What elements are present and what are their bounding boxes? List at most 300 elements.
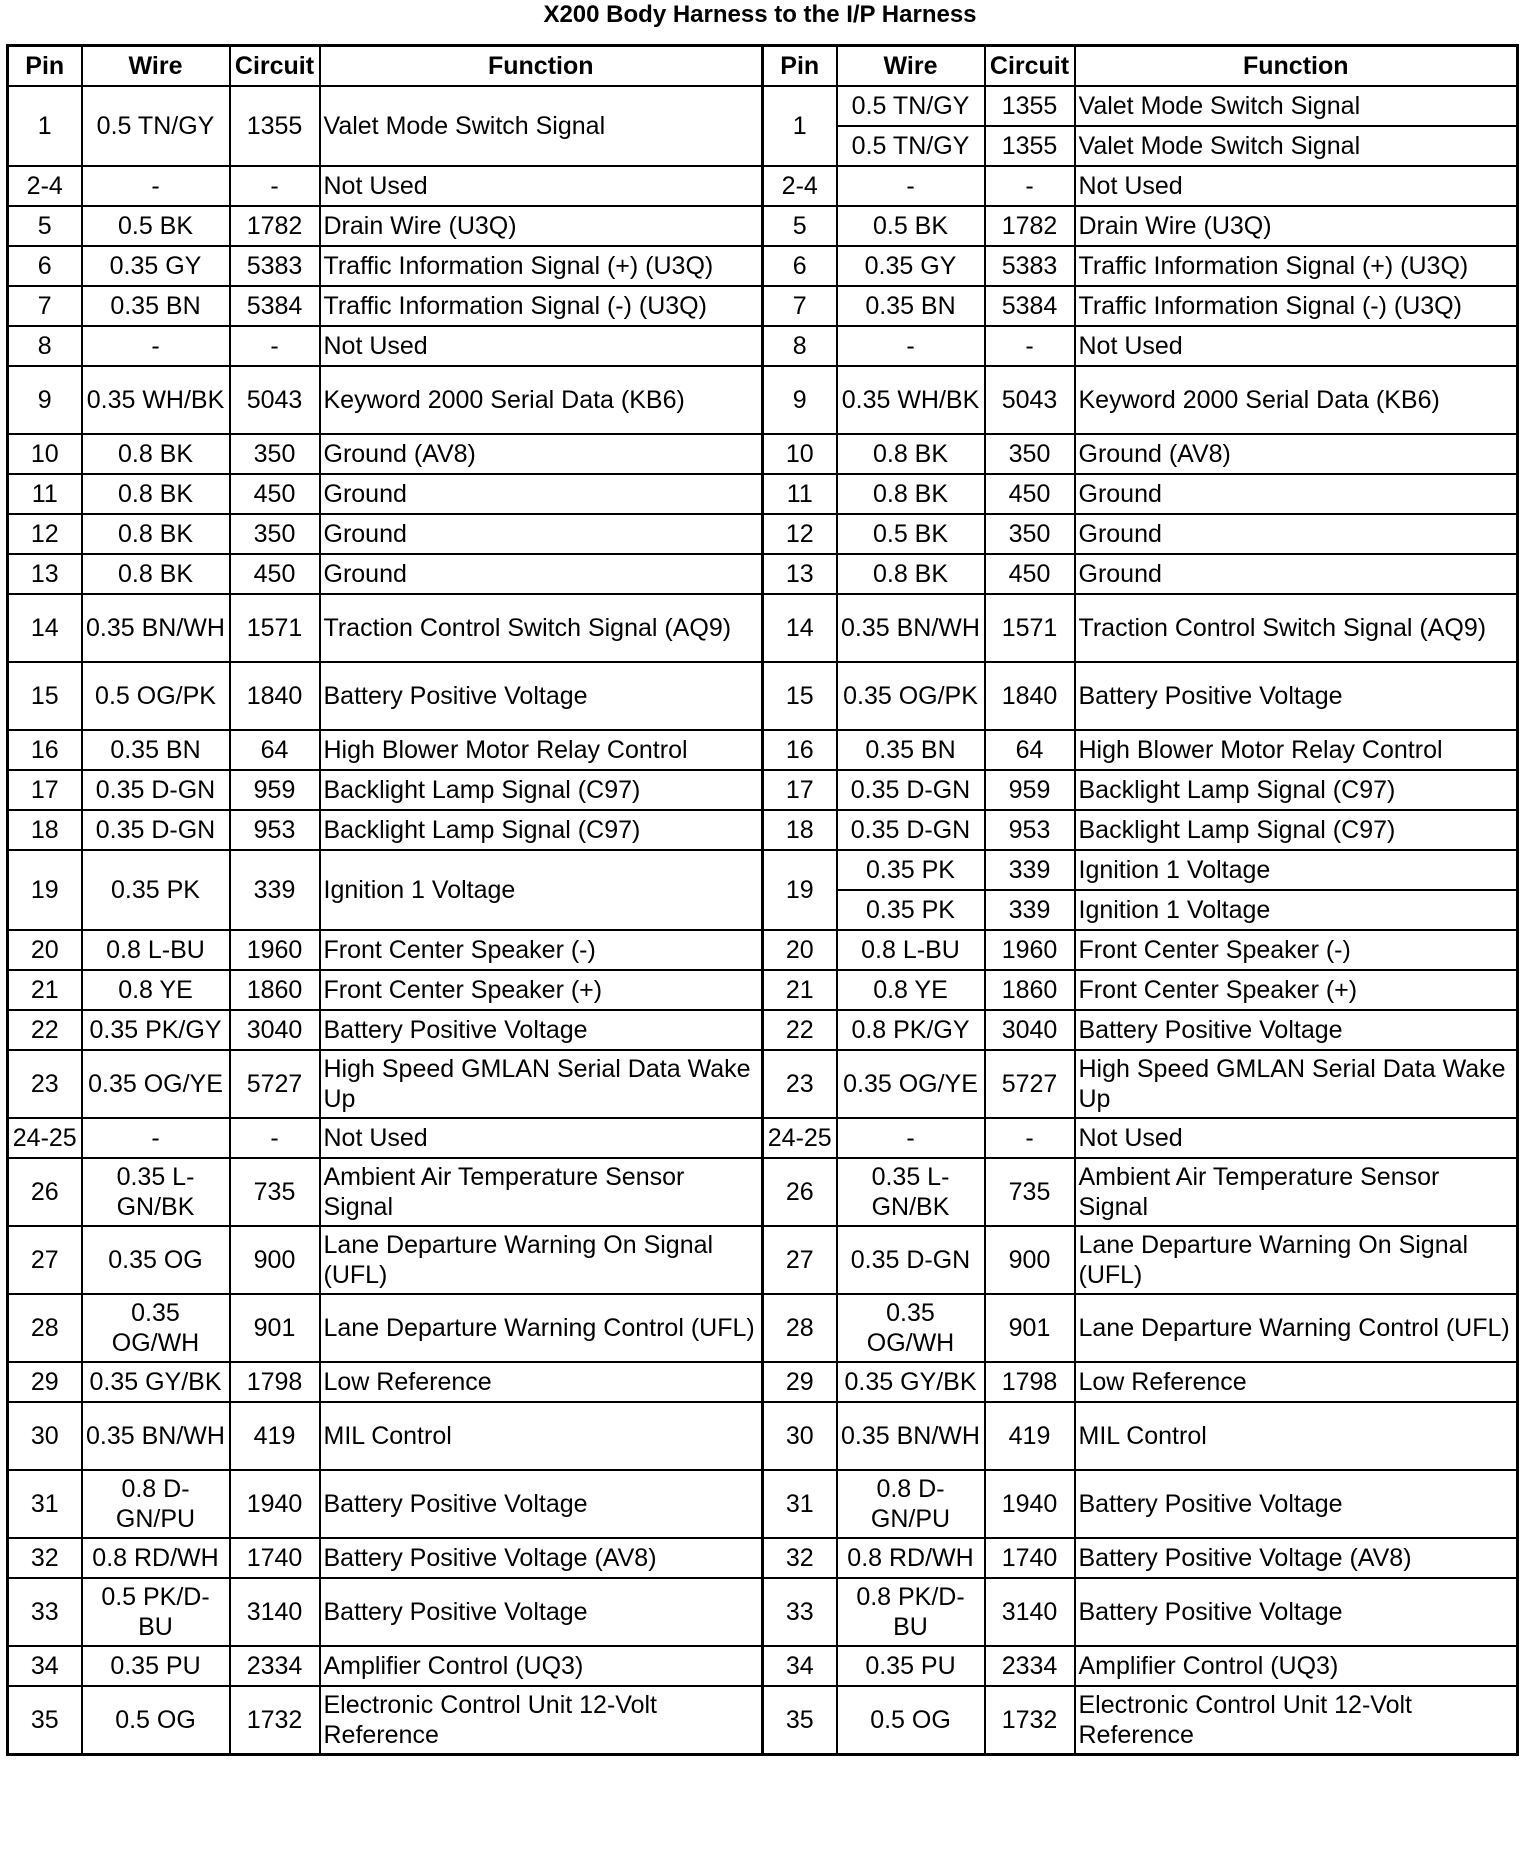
left-function-cell: Ground [320,554,763,594]
left-circuit-cell: 735 [230,1158,320,1226]
left-pin-cell: 32 [8,1538,82,1578]
right-function-cell: Front Center Speaker (-) [1075,930,1518,970]
right-function-cell: Not Used [1075,1118,1518,1158]
left-wire-cell: 0.35 BN [82,286,230,326]
left-function-cell: Ignition 1 Voltage [320,850,763,930]
right-circuit-cell: 1860 [985,970,1075,1010]
left-circuit-cell: 350 [230,434,320,474]
right-function-cell: Lane Departure Warning On Signal (UFL) [1075,1226,1518,1294]
right-circuit-cell: 450 [985,554,1075,594]
right-circuit-cell: 350 [985,434,1075,474]
right-pin-cell: 32 [763,1538,837,1578]
table-row [8,1646,1518,1686]
left-function-cell: Traffic Information Signal (-) (U3Q) [320,286,763,326]
right-circuit-cell: 3040 [985,1010,1075,1050]
left-function-cell: Battery Positive Voltage [320,662,763,730]
left-circuit-cell: 1740 [230,1538,320,1578]
left-circuit-cell: 1840 [230,662,320,730]
left-function-cell: MIL Control [320,1402,763,1470]
right-wire-cell: 0.8 PK/GY [837,1010,985,1050]
table-row [8,554,1518,594]
right-circuit-cell: 1355 [985,126,1075,166]
right-circuit-cell: 953 [985,810,1075,850]
table-row [8,166,1518,206]
right-circuit-cell: 419 [985,1402,1075,1470]
left-pin-cell: 12 [8,514,82,554]
right-pin-cell: 27 [763,1226,837,1294]
right-circuit-cell: 5727 [985,1050,1075,1118]
right-circuit-cell: 959 [985,770,1075,810]
left-function-cell: Electronic Control Unit 12-Volt Reference [320,1686,763,1755]
left-pin-cell: 11 [8,474,82,514]
left-pin-cell: 34 [8,1646,82,1686]
left-function-cell: Backlight Lamp Signal (C97) [320,810,763,850]
header-pin-right: Pin [763,46,837,87]
table-row [8,1294,1518,1362]
right-pin-cell: 9 [763,366,837,434]
left-function-cell: Ground [320,474,763,514]
right-pin-cell: 13 [763,554,837,594]
right-circuit-cell: 900 [985,1226,1075,1294]
left-wire-cell: 0.35 PK/GY [82,1010,230,1050]
right-wire-cell: 0.35 GY/BK [837,1362,985,1402]
left-wire-cell: 0.35 OG [82,1226,230,1294]
table-row [8,810,1518,850]
left-pin-cell: 17 [8,770,82,810]
left-circuit-cell: 900 [230,1226,320,1294]
left-pin-cell: 35 [8,1686,82,1755]
header-function-left: Function [320,46,763,87]
right-pin-cell: 7 [763,286,837,326]
left-circuit-cell: 1940 [230,1470,320,1538]
right-pin-cell: 33 [763,1578,837,1646]
left-wire-cell: 0.5 OG/PK [82,662,230,730]
right-function-cell: Ignition 1 Voltage [1075,850,1518,890]
left-pin-cell: 19 [8,850,82,930]
right-circuit-cell: 339 [985,890,1075,930]
left-wire-cell: 0.8 BK [82,434,230,474]
left-function-cell: Ground [320,514,763,554]
table-row [8,970,1518,1010]
right-wire-cell: 0.35 BN/WH [837,594,985,662]
table-row [8,474,1518,514]
right-function-cell: High Blower Motor Relay Control [1075,730,1518,770]
right-wire-cell: 0.5 BK [837,514,985,554]
right-circuit-cell: 64 [985,730,1075,770]
left-pin-cell: 26 [8,1158,82,1226]
header-wire-left: Wire [82,46,230,87]
table-body [8,86,1518,1755]
header-wire-right: Wire [837,46,985,87]
right-circuit-cell: 3140 [985,1578,1075,1646]
left-pin-cell: 27 [8,1226,82,1294]
right-wire-cell: 0.8 PK/D-BU [837,1578,985,1646]
left-wire-cell: 0.35 WH/BK [82,366,230,434]
table-row [8,1402,1518,1470]
left-circuit-cell: 419 [230,1402,320,1470]
table-row [8,514,1518,554]
right-wire-cell: 0.8 L-BU [837,930,985,970]
right-function-cell: Not Used [1075,326,1518,366]
right-pin-cell: 12 [763,514,837,554]
table-row [8,366,1518,434]
left-pin-cell: 33 [8,1578,82,1646]
table-row [8,206,1518,246]
right-function-cell: Battery Positive Voltage [1075,662,1518,730]
left-pin-cell: 16 [8,730,82,770]
left-function-cell: Ground (AV8) [320,434,763,474]
left-pin-cell: 22 [8,1010,82,1050]
left-pin-cell: 24-25 [8,1118,82,1158]
left-circuit-cell: 1571 [230,594,320,662]
right-circuit-cell: 2334 [985,1646,1075,1686]
right-function-cell: Battery Positive Voltage (AV8) [1075,1538,1518,1578]
left-function-cell: Amplifier Control (UQ3) [320,1646,763,1686]
right-wire-cell: 0.35 PU [837,1646,985,1686]
left-circuit-cell: 1782 [230,206,320,246]
right-pin-cell: 2-4 [763,166,837,206]
connector-table-container [6,44,1519,1756]
right-function-cell: Front Center Speaker (+) [1075,970,1518,1010]
right-wire-cell: 0.35 OG/PK [837,662,985,730]
left-pin-cell: 9 [8,366,82,434]
table-row [8,246,1518,286]
table-row [8,1050,1518,1118]
left-wire-cell: 0.5 OG [82,1686,230,1755]
left-wire-cell: 0.5 BK [82,206,230,246]
right-wire-cell: 0.35 D-GN [837,770,985,810]
left-wire-cell: 0.5 PK/D-BU [82,1578,230,1646]
right-pin-cell: 11 [763,474,837,514]
right-function-cell: Drain Wire (U3Q) [1075,206,1518,246]
left-circuit-cell: 5043 [230,366,320,434]
left-function-cell: Not Used [320,1118,763,1158]
left-function-cell: High Speed GMLAN Serial Data Wake Up [320,1050,763,1118]
left-circuit-cell: 450 [230,474,320,514]
right-circuit-cell: - [985,1118,1075,1158]
left-wire-cell: 0.35 D-GN [82,810,230,850]
right-function-cell: Valet Mode Switch Signal [1075,86,1518,126]
left-circuit-cell: 450 [230,554,320,594]
header-pin-left: Pin [8,46,82,87]
right-wire-cell: - [837,166,985,206]
table-row [8,770,1518,810]
right-wire-cell: 0.35 PK [837,850,985,890]
left-pin-cell: 8 [8,326,82,366]
left-circuit-cell: 5384 [230,286,320,326]
left-wire-cell: - [82,326,230,366]
right-pin-cell: 30 [763,1402,837,1470]
left-pin-cell: 13 [8,554,82,594]
left-function-cell: Not Used [320,166,763,206]
right-circuit-cell: 901 [985,1294,1075,1362]
right-function-cell: Battery Positive Voltage [1075,1470,1518,1538]
right-function-cell: High Speed GMLAN Serial Data Wake Up [1075,1050,1518,1118]
left-circuit-cell: - [230,326,320,366]
left-wire-cell: - [82,166,230,206]
right-wire-cell: 0.5 OG [837,1686,985,1755]
left-circuit-cell: 2334 [230,1646,320,1686]
right-pin-cell: 19 [763,850,837,930]
left-circuit-cell: 1798 [230,1362,320,1402]
left-circuit-cell: - [230,1118,320,1158]
right-circuit-cell: 350 [985,514,1075,554]
table-row [8,1578,1518,1646]
right-circuit-cell: 339 [985,850,1075,890]
left-wire-cell: 0.35 GY [82,246,230,286]
table-row [8,1118,1518,1158]
left-pin-cell: 1 [8,86,82,166]
right-wire-cell: 0.8 BK [837,474,985,514]
left-circuit-cell: 1732 [230,1686,320,1755]
right-function-cell: Amplifier Control (UQ3) [1075,1646,1518,1686]
right-pin-cell: 26 [763,1158,837,1226]
right-wire-cell: 0.35 L-GN/BK [837,1158,985,1226]
left-wire-cell: 0.35 D-GN [82,770,230,810]
left-circuit-cell: 5727 [230,1050,320,1118]
left-function-cell: Backlight Lamp Signal (C97) [320,770,763,810]
left-pin-cell: 28 [8,1294,82,1362]
right-circuit-cell: 1571 [985,594,1075,662]
table-row [8,326,1518,366]
header-row [8,46,1518,87]
left-wire-cell: 0.35 BN/WH [82,594,230,662]
left-circuit-cell: 1860 [230,970,320,1010]
right-circuit-cell: 1740 [985,1538,1075,1578]
right-circuit-cell: 1782 [985,206,1075,246]
right-function-cell: MIL Control [1075,1402,1518,1470]
right-circuit-cell: 5384 [985,286,1075,326]
right-pin-cell: 8 [763,326,837,366]
right-function-cell: Backlight Lamp Signal (C97) [1075,810,1518,850]
right-wire-cell: 0.35 BN [837,730,985,770]
right-pin-cell: 35 [763,1686,837,1755]
right-pin-cell: 18 [763,810,837,850]
right-circuit-cell: 1732 [985,1686,1075,1755]
left-function-cell: Battery Positive Voltage [320,1470,763,1538]
left-function-cell: Keyword 2000 Serial Data (KB6) [320,366,763,434]
table-title: X200 Body Harness to the I/P Harness [543,1,977,28]
left-circuit-cell: 1960 [230,930,320,970]
left-wire-cell: 0.5 TN/GY [82,86,230,166]
right-function-cell: Ignition 1 Voltage [1075,890,1518,930]
right-circuit-cell: 1840 [985,662,1075,730]
left-pin-cell: 10 [8,434,82,474]
right-function-cell: Not Used [1075,166,1518,206]
left-wire-cell: 0.8 BK [82,474,230,514]
left-pin-cell: 23 [8,1050,82,1118]
right-pin-cell: 29 [763,1362,837,1402]
right-function-cell: Keyword 2000 Serial Data (KB6) [1075,366,1518,434]
left-pin-cell: 31 [8,1470,82,1538]
left-function-cell: Front Center Speaker (+) [320,970,763,1010]
right-function-cell: Ground [1075,474,1518,514]
table-row [8,1010,1518,1050]
left-wire-cell: 0.8 L-BU [82,930,230,970]
left-function-cell: High Blower Motor Relay Control [320,730,763,770]
left-pin-cell: 5 [8,206,82,246]
right-wire-cell: 0.35 WH/BK [837,366,985,434]
right-circuit-cell: 450 [985,474,1075,514]
connector-pinout-table [6,44,1519,1756]
header-circuit-right: Circuit [985,46,1075,87]
right-wire-cell: 0.35 D-GN [837,810,985,850]
right-function-cell: Battery Positive Voltage [1075,1010,1518,1050]
table-row [8,730,1518,770]
left-function-cell: Valet Mode Switch Signal [320,86,763,166]
right-pin-cell: 16 [763,730,837,770]
right-function-cell: Ambient Air Temperature Sensor Signal [1075,1158,1518,1226]
left-wire-cell: 0.8 D-GN/PU [82,1470,230,1538]
left-wire-cell: 0.8 RD/WH [82,1538,230,1578]
right-function-cell: Lane Departure Warning Control (UFL) [1075,1294,1518,1362]
right-wire-cell: 0.35 BN [837,286,985,326]
left-wire-cell: 0.35 PU [82,1646,230,1686]
left-function-cell: Low Reference [320,1362,763,1402]
right-function-cell: Traffic Information Signal (+) (U3Q) [1075,246,1518,286]
right-function-cell: Electronic Control Unit 12-Volt Reference [1075,1686,1518,1755]
left-wire-cell: 0.8 BK [82,554,230,594]
table-row [8,930,1518,970]
table-row [8,86,1518,126]
right-circuit-cell: - [985,326,1075,366]
right-pin-cell: 17 [763,770,837,810]
left-wire-cell: 0.35 OG/WH [82,1294,230,1362]
left-pin-cell: 2-4 [8,166,82,206]
left-wire-cell: 0.35 PK [82,850,230,930]
right-pin-cell: 24-25 [763,1118,837,1158]
table-row [8,1362,1518,1402]
left-function-cell: Drain Wire (U3Q) [320,206,763,246]
right-wire-cell: 0.8 BK [837,434,985,474]
right-wire-cell: 0.8 D-GN/PU [837,1470,985,1538]
right-pin-cell: 31 [763,1470,837,1538]
right-circuit-cell: 1798 [985,1362,1075,1402]
left-pin-cell: 14 [8,594,82,662]
left-circuit-cell: 64 [230,730,320,770]
table-row [8,1226,1518,1294]
right-wire-cell: 0.8 BK [837,554,985,594]
right-pin-cell: 20 [763,930,837,970]
left-pin-cell: 30 [8,1402,82,1470]
table-row [8,1686,1518,1755]
right-wire-cell: 0.35 PK [837,890,985,930]
right-pin-cell: 14 [763,594,837,662]
header-function-right: Function [1075,46,1518,87]
table-row [8,850,1518,890]
right-pin-cell: 22 [763,1010,837,1050]
left-wire-cell: 0.35 OG/YE [82,1050,230,1118]
left-circuit-cell: 5383 [230,246,320,286]
left-pin-cell: 20 [8,930,82,970]
right-wire-cell: - [837,326,985,366]
left-wire-cell: 0.8 BK [82,514,230,554]
table-row [8,1538,1518,1578]
left-circuit-cell: 350 [230,514,320,554]
left-wire-cell: 0.35 GY/BK [82,1362,230,1402]
right-wire-cell: 0.35 OG/WH [837,1294,985,1362]
left-pin-cell: 29 [8,1362,82,1402]
right-pin-cell: 5 [763,206,837,246]
left-function-cell: Battery Positive Voltage [320,1010,763,1050]
right-pin-cell: 28 [763,1294,837,1362]
left-function-cell: Traction Control Switch Signal (AQ9) [320,594,763,662]
left-pin-cell: 7 [8,286,82,326]
right-function-cell: Valet Mode Switch Signal [1075,126,1518,166]
right-pin-cell: 1 [763,86,837,166]
right-circuit-cell: - [985,166,1075,206]
right-wire-cell: 0.8 YE [837,970,985,1010]
right-function-cell: Ground [1075,514,1518,554]
right-circuit-cell: 1940 [985,1470,1075,1538]
header-circuit-left: Circuit [230,46,320,87]
left-circuit-cell: 339 [230,850,320,930]
right-wire-cell: 0.5 BK [837,206,985,246]
right-circuit-cell: 1355 [985,86,1075,126]
right-wire-cell: - [837,1118,985,1158]
left-pin-cell: 6 [8,246,82,286]
left-circuit-cell: 3140 [230,1578,320,1646]
left-circuit-cell: 901 [230,1294,320,1362]
left-pin-cell: 18 [8,810,82,850]
right-circuit-cell: 5383 [985,246,1075,286]
left-circuit-cell: - [230,166,320,206]
left-function-cell: Traffic Information Signal (+) (U3Q) [320,246,763,286]
left-function-cell: Lane Departure Warning Control (UFL) [320,1294,763,1362]
left-wire-cell: 0.35 BN/WH [82,1402,230,1470]
right-function-cell: Ground [1075,554,1518,594]
left-function-cell: Battery Positive Voltage (AV8) [320,1538,763,1578]
right-pin-cell: 34 [763,1646,837,1686]
right-wire-cell: 0.35 OG/YE [837,1050,985,1118]
table-row [8,434,1518,474]
right-pin-cell: 23 [763,1050,837,1118]
left-function-cell: Lane Departure Warning On Signal (UFL) [320,1226,763,1294]
left-wire-cell: 0.35 BN [82,730,230,770]
left-function-cell: Front Center Speaker (-) [320,930,763,970]
right-pin-cell: 6 [763,246,837,286]
left-wire-cell: 0.8 YE [82,970,230,1010]
table-row [8,594,1518,662]
right-wire-cell: 0.8 RD/WH [837,1538,985,1578]
right-circuit-cell: 5043 [985,366,1075,434]
left-circuit-cell: 953 [230,810,320,850]
right-pin-cell: 15 [763,662,837,730]
table-row [8,662,1518,730]
right-pin-cell: 21 [763,970,837,1010]
left-function-cell: Battery Positive Voltage [320,1578,763,1646]
left-circuit-cell: 3040 [230,1010,320,1050]
left-circuit-cell: 959 [230,770,320,810]
right-wire-cell: 0.35 GY [837,246,985,286]
left-wire-cell: - [82,1118,230,1158]
right-function-cell: Ground (AV8) [1075,434,1518,474]
right-circuit-cell: 1960 [985,930,1075,970]
left-circuit-cell: 1355 [230,86,320,166]
right-function-cell: Low Reference [1075,1362,1518,1402]
right-circuit-cell: 735 [985,1158,1075,1226]
right-wire-cell: 0.35 BN/WH [837,1402,985,1470]
right-function-cell: Battery Positive Voltage [1075,1578,1518,1646]
left-pin-cell: 21 [8,970,82,1010]
table-row [8,1158,1518,1226]
right-wire-cell: 0.5 TN/GY [837,86,985,126]
left-wire-cell: 0.35 L-GN/BK [82,1158,230,1226]
left-function-cell: Not Used [320,326,763,366]
right-function-cell: Backlight Lamp Signal (C97) [1075,770,1518,810]
right-wire-cell: 0.35 D-GN [837,1226,985,1294]
left-pin-cell: 15 [8,662,82,730]
